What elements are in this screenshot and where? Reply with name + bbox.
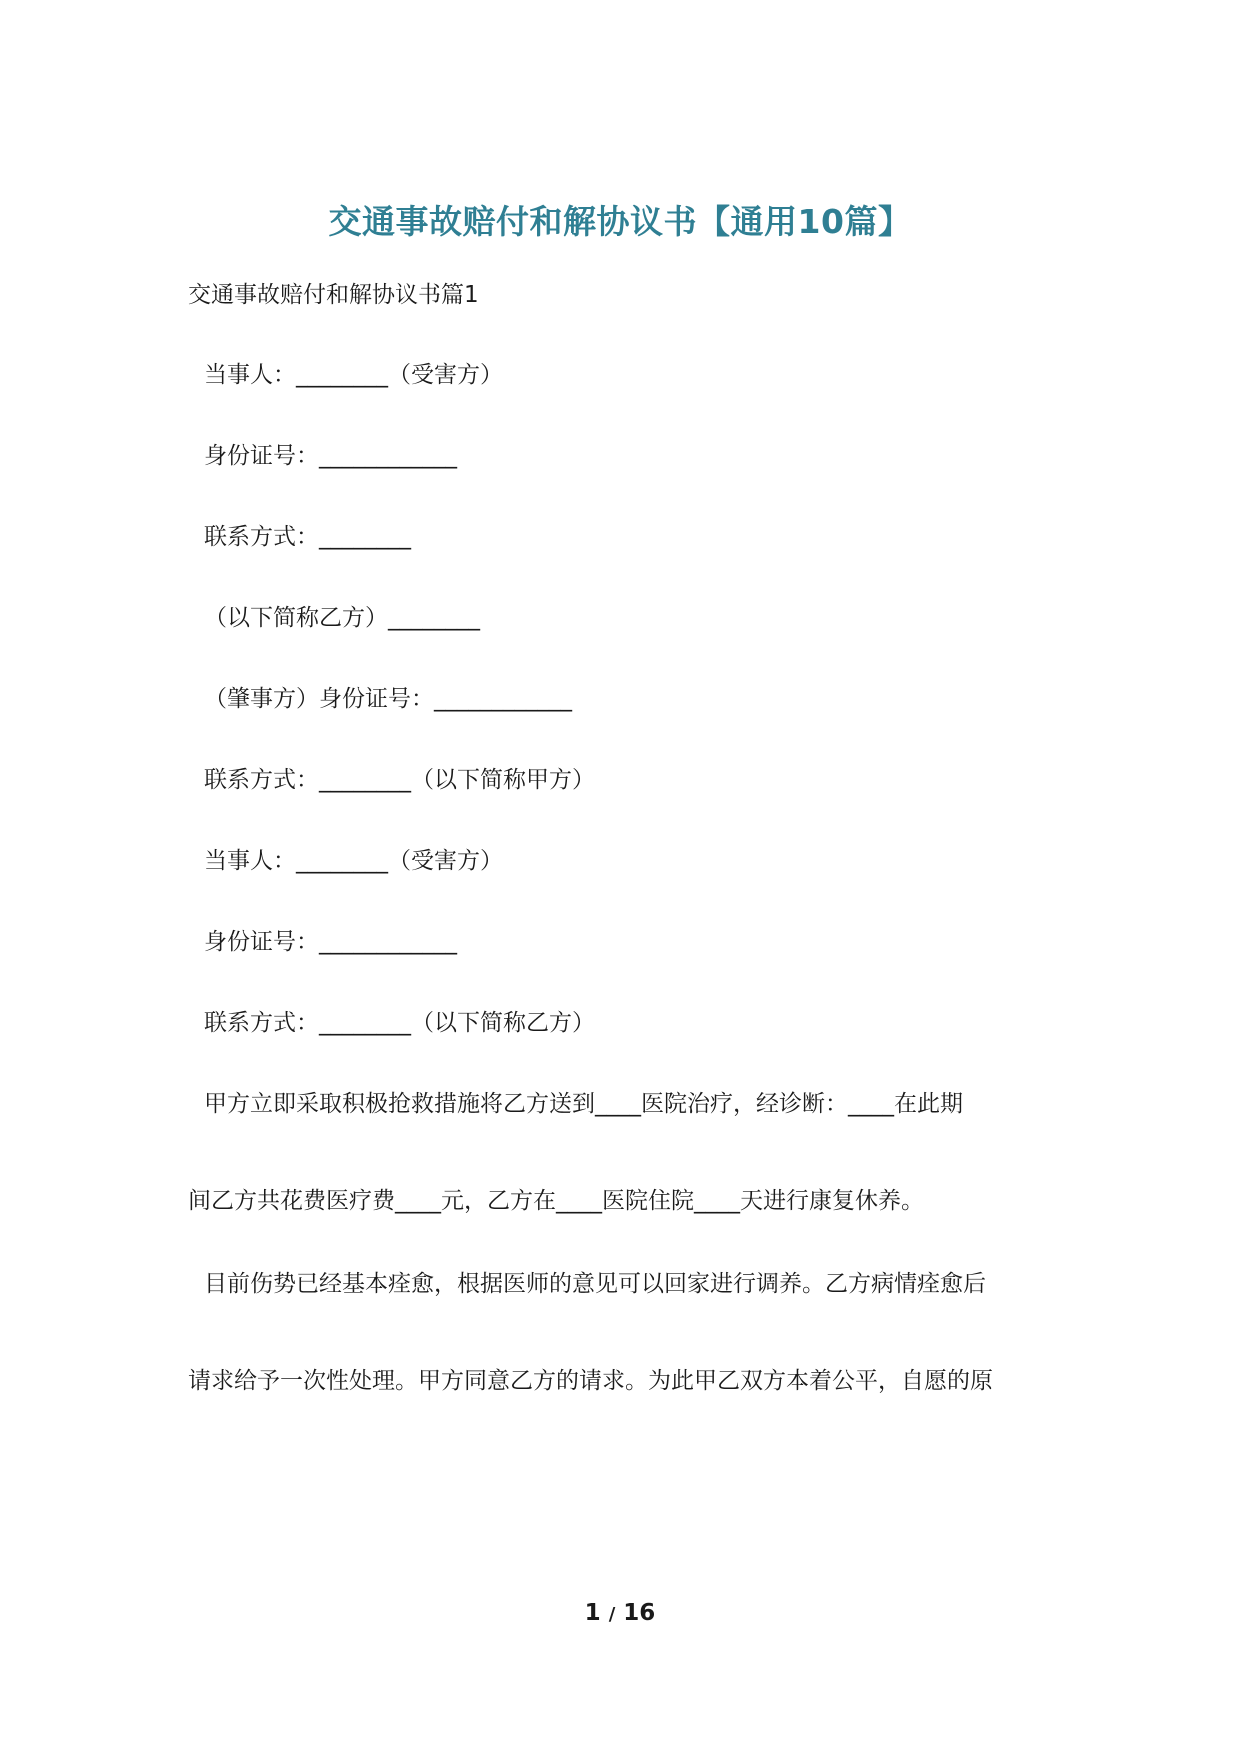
body-paragraph-line: 目前伤势已经基本痊愈，根据医师的意见可以回家进行调养。乙方病情痊愈后 [204,1271,986,1297]
party-line: 联系方式：________ [204,524,411,550]
document-title: 交通事故赔付和解协议书【通用10篇】 [328,202,912,241]
party-line: （以下简称乙方）________ [204,605,480,631]
party-line: 身份证号：____________ [204,443,457,469]
page-total: 16 [623,1600,656,1626]
party-line: 联系方式：________（以下简称乙方） [204,1010,595,1036]
body-paragraph-line: 甲方立即采取积极抢救措施将乙方送到____医院治疗，经诊断：____在此期 [204,1091,963,1117]
page-separator: / [608,1604,616,1625]
party-line: （肇事方）身份证号：____________ [204,686,572,712]
body-paragraph-line: 间乙方共花费医疗费____元，乙方在____医院住院____天进行康复休养。 [188,1188,924,1214]
section-heading: 交通事故赔付和解协议书篇1 [188,282,479,308]
page-number [0,1600,1240,1626]
party-line: 联系方式：________（以下简称甲方） [204,767,595,793]
party-line: 当事人：________（受害方） [204,362,503,388]
party-line: 身份证号：____________ [204,929,457,955]
body-paragraph-line: 请求给予一次性处理。甲方同意乙方的请求。为此甲乙双方本着公平，自愿的原 [188,1368,993,1394]
page-current: 1 [584,1600,601,1626]
party-line: 当事人：________（受害方） [204,848,503,874]
